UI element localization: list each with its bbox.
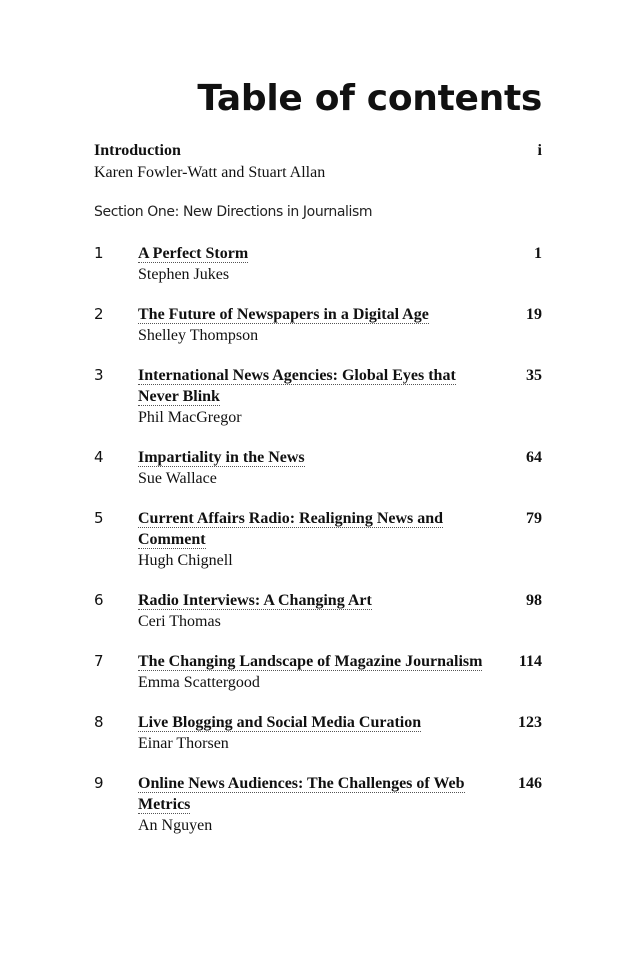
chapter-number: 4 [94,448,104,466]
chapter-entry[interactable] [94,447,542,489]
chapter-author: Ceri Thomas [138,613,221,630]
chapter-title-link[interactable]: International News Agencies: Global Eyes that Never Blink [138,367,456,405]
chapter-number: 2 [94,305,104,323]
chapter-title-link[interactable]: The Future of Newspapers in a Digital Age [138,306,429,323]
chapter-author: Sue Wallace [138,470,217,487]
chapter-page-number: 19 [526,306,542,323]
chapter-author: Einar Thorsen [138,735,229,752]
chapter-entry[interactable] [94,243,542,285]
chapter-page-number: 1 [534,245,542,262]
chapter-page-number: 79 [526,510,542,527]
intro-authors: Karen Fowler-Watt and Stuart Allan [94,164,326,181]
section-heading: Section One: New Directions in Journalism [94,204,373,220]
chapter-author: Shelley Thompson [138,327,259,344]
chapter-page-number: 123 [518,714,542,731]
chapter-page-number: 114 [518,653,542,670]
chapter-title-link[interactable]: Live Blogging and Social Media Curation [138,714,422,731]
chapter-title-link[interactable]: Radio Interviews: A Changing Art [138,592,372,609]
chapter-entry[interactable] [94,712,542,754]
chapter-page-number: 35 [526,367,542,384]
chapter-list [94,243,542,855]
chapter-number: 6 [94,591,104,609]
chapter-title-link[interactable]: A Perfect Storm [138,245,249,262]
chapter-number: 9 [94,774,104,792]
intro-page-number: i [537,142,542,159]
chapter-number: 1 [94,244,104,262]
chapter-number: 7 [94,652,104,670]
chapter-page-number: 146 [518,775,542,792]
chapter-title-link[interactable]: Impartiality in the News [138,449,305,466]
intro-entry[interactable] [94,140,542,184]
page-title: Table of contents [197,78,542,119]
chapter-entry[interactable] [94,508,542,571]
intro-title[interactable]: Introduction [94,142,181,159]
chapter-title-link[interactable]: Current Affairs Radio: Realigning News and Comment [138,510,444,548]
chapter-entry[interactable] [94,304,542,346]
chapter-entry[interactable] [94,773,542,836]
chapter-author: Hugh Chignell [138,552,233,569]
chapter-page-number: 98 [526,592,542,609]
chapter-entry[interactable] [94,365,542,428]
chapter-number: 8 [94,713,104,731]
chapter-entry[interactable] [94,651,542,693]
chapter-author: Emma Scattergood [138,674,260,691]
chapter-entry[interactable] [94,590,542,632]
chapter-author: Stephen Jukes [138,266,230,283]
chapter-author: An Nguyen [138,817,213,834]
chapter-number: 3 [94,366,104,384]
chapter-number: 5 [94,509,104,527]
chapter-page-number: 64 [526,449,542,466]
chapter-title-link[interactable]: The Changing Landscape of Magazine Journalism [138,653,483,670]
chapter-author: Phil MacGregor [138,409,242,426]
chapter-title-link[interactable]: Online News Audiences: The Challenges of Web Metrics [138,775,465,813]
